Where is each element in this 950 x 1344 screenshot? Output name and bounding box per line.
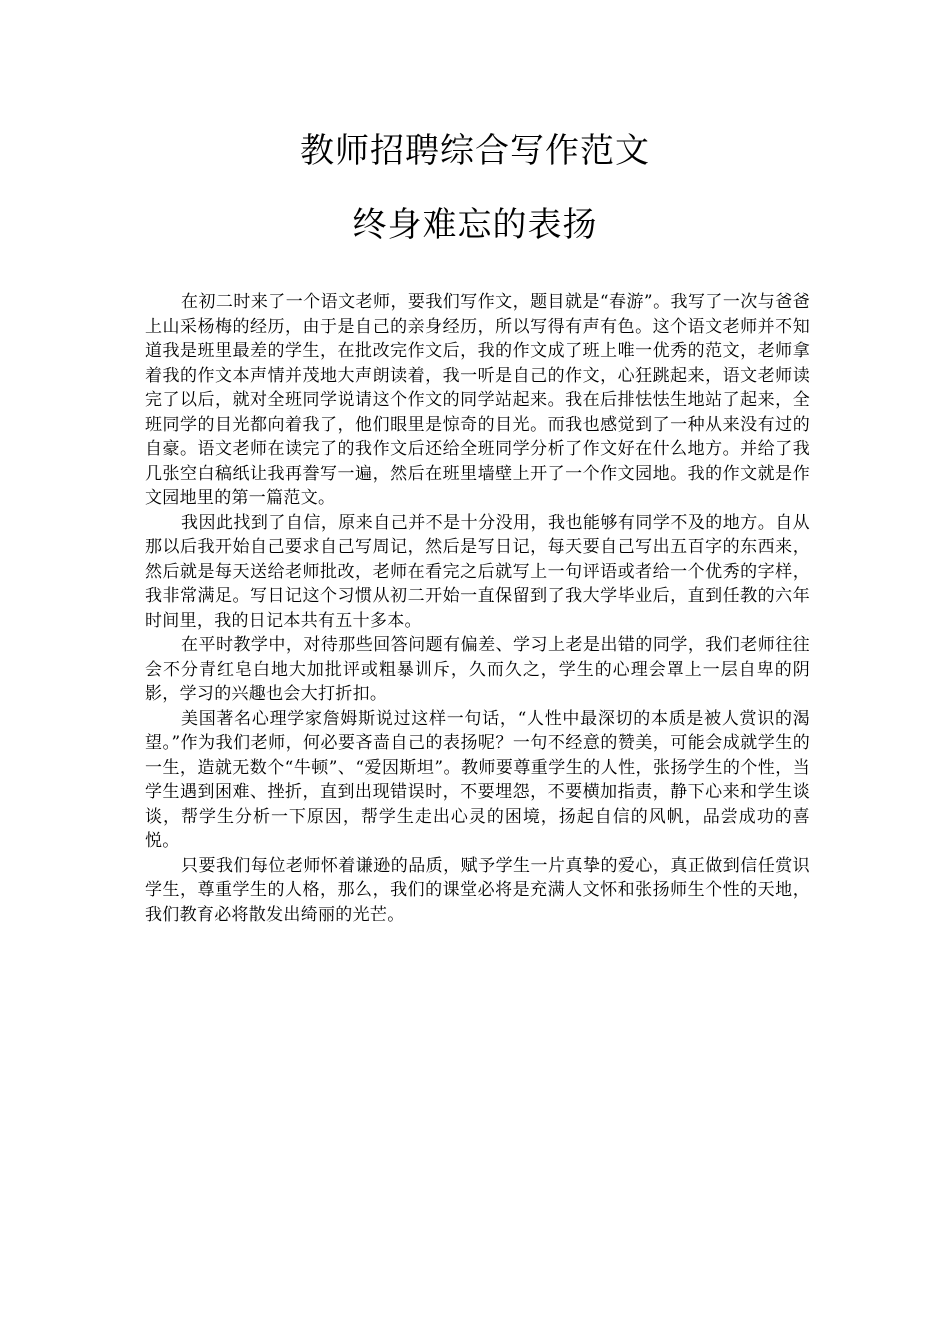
essay-body <box>145 290 810 927</box>
paragraph: 在初二时来了一个语文老师，要我们写作文，题目就是“春游”。我写了一次与爸爸上山采杨梅的经历，由于是自己的亲身经历，所以写得有声有色。这个语文老师并不知道我是班里最差的学生，在批改完作文后，我的作文成了班上唯一优秀的范文，老师拿着我的作文本声情并茂地大声朗读着，我一听是自己的作文，心狂跳起来，语文老师读完了以后，就对全班同学说请这个作文的同学站起来。我在后排怯怯生地站了起来，全班同学的目光都向着我了，他们眼里是惊奇的目光。而我也感觉到了一种从来没有过的自豪。语文老师在读完了的我作文后还给全班同学分析了作文好在什么地方。并给了我几张空白稿纸让我再誊写一遍，然后在班里墙壁上开了一个作文园地。我的作文就是作文园地里的第一篇范文。 <box>145 292 810 508</box>
paragraph: 我因此找到了自信，原来自己并不是十分没用，我也能够有同学不及的地方。自从那以后我开始自己要求自己写周记，然后是写日记，每天要自己写出五百字的东西来，然后就是每天送给老师批改，老师在看完之后就写上一句评语或者给一个优秀的字样，我非常满足。写日记这个习惯从初二开始一直保留到了我大学毕业后，直到任教的六年时间里，我的日记本共有五十多本。 <box>145 512 810 631</box>
paragraph: 在平时教学中，对待那些回答问题有偏差、学习上老是出错的同学，我们老师往往会不分青红皂白地大加批评或粗暴训斥，久而久之，学生的心理会罩上一层自卑的阴影，学习的兴趣也会大打折扣。 <box>145 635 810 704</box>
essay-title: 终身难忘的表扬 <box>352 205 598 245</box>
document-title: 教师招聘综合写作范文 <box>300 131 650 171</box>
paragraph: 美国著名心理学家詹姆斯说过这样一句话，“人性中最深切的本质是被人赏识的渴望。”作为我们老师，何必要吝啬自己的表扬呢？一句不经意的赞美，可能会成就学生的一生，造就无数个“牛顿”、“爱因斯坦”。教师要尊重学生的人性，张扬学生的个性，当学生遇到困难、挫折，直到出现错误时，不要埋怨，不要横加指责，静下心来和学生谈谈，帮学生分析一下原因，帮学生走出心灵的困境，扬起自信的风帆，品尝成功的喜悦。 <box>145 708 810 851</box>
paragraph: 只要我们每位老师怀着谦逊的品质，赋予学生一片真挚的爱心，真正做到信任赏识学生，尊重学生的人格，那么，我们的课堂必将是充满人文怀和张扬师生个性的天地，我们教育必将散发出绮丽的光芒。 <box>145 855 810 925</box>
